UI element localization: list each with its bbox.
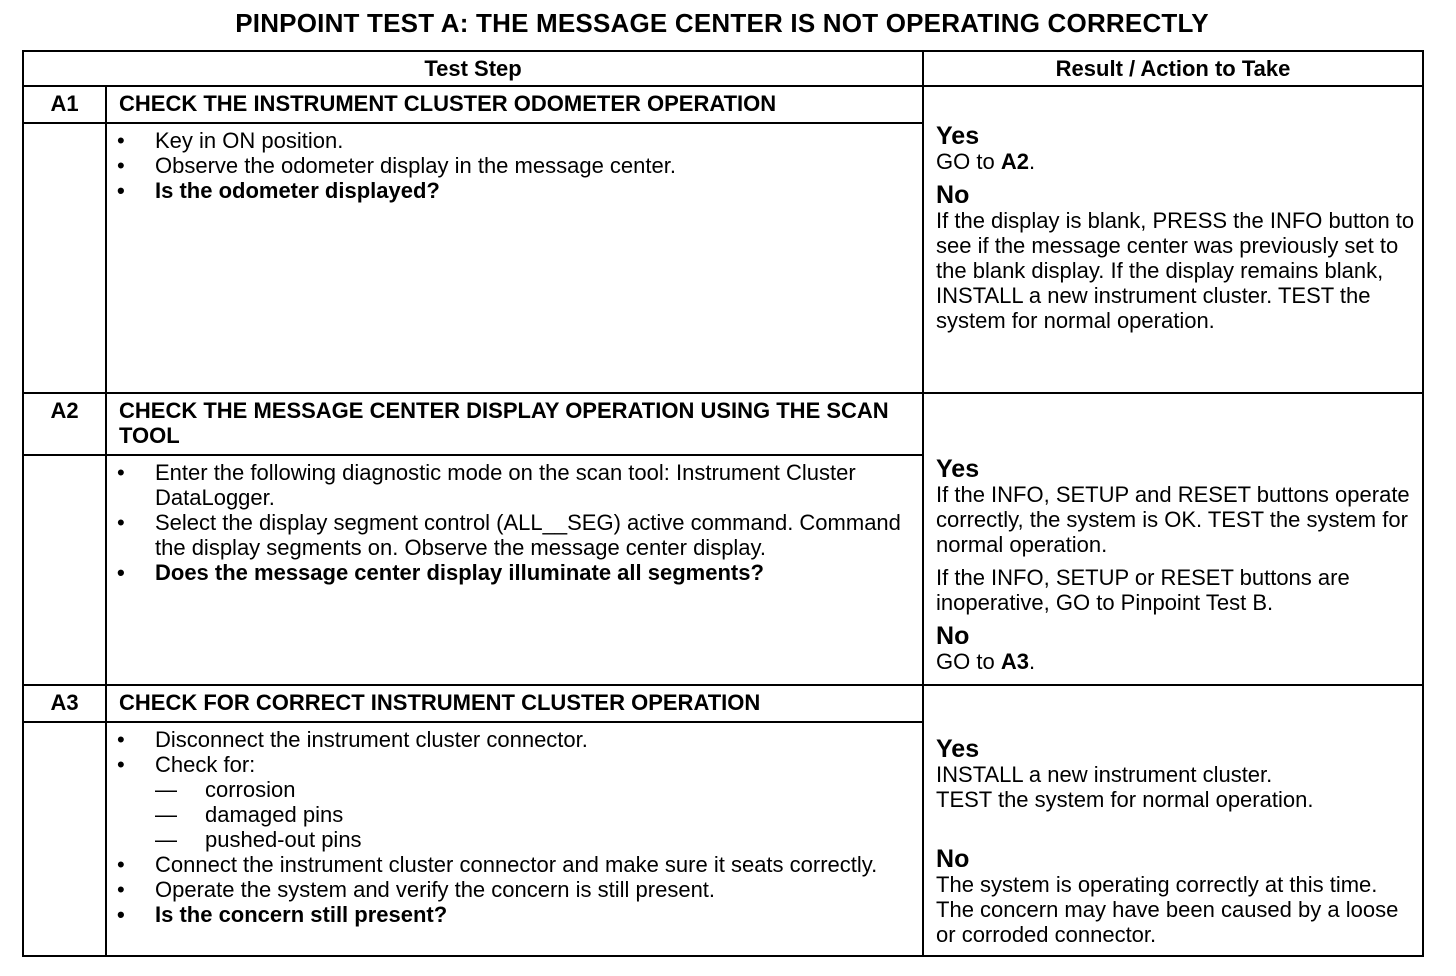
no-action: If the display is blank, PRESS the INFO button to see if the message center was previously set to the blank display. If the display remains blank, INSTALL a new instrument cluster. TEST the system for normal operation. (936, 208, 1415, 333)
step-a3-procedure (106, 722, 923, 956)
list-item: • Connect the instrument cluster connector and make sure it seats correctly. (117, 852, 878, 877)
step-a3-result (923, 685, 1423, 956)
sub-item: — corrosion (155, 777, 296, 802)
list-item: • Enter the following diagnostic mode on the scan tool: Instrument Cluster DataLogger. (117, 460, 856, 510)
no-action: The system is operating correctly at this time. The concern may have been caused by a loose or corroded connector. (936, 872, 1399, 947)
list-item: • Observe the odometer display in the message center. (117, 153, 676, 178)
step-heading: CHECK THE MESSAGE CENTER DISPLAY OPERATION USING THE SCAN TOOL (106, 393, 923, 455)
yes-action: INSTALL a new instrument cluster. (936, 762, 1273, 787)
step-question: • Does the message center display illuminate all segments? (117, 560, 764, 585)
sub-item: — pushed-out pins (155, 827, 362, 852)
yes-action-2: TEST the system for normal operation. (936, 787, 1314, 812)
yes-label: Yes (936, 735, 980, 763)
yes-action: GO to A2. (936, 149, 1036, 174)
step-a1-procedure (106, 123, 923, 393)
yes-label: Yes (936, 455, 980, 483)
step-a2-procedure (106, 455, 923, 685)
sub-item: — damaged pins (155, 802, 344, 827)
step-a3-heading-row (23, 685, 1423, 722)
step-question: • Is the odometer displayed? (117, 178, 440, 203)
yes-action-alt: If the INFO, SETUP or RESET buttons are inoperative, GO to Pinpoint Test B. (936, 565, 1350, 615)
step-id: A1 (23, 86, 106, 123)
no-action: GO to A3. (936, 649, 1036, 674)
yes-label: Yes (936, 122, 980, 150)
header-test-step: Test Step (23, 51, 923, 86)
step-a2-result (923, 393, 1423, 685)
list-item: • Disconnect the instrument cluster connector. (117, 727, 588, 752)
list-item: • Key in ON position. (117, 128, 344, 153)
list-item: • Operate the system and verify the concern is still present. (117, 877, 716, 902)
no-label: No (936, 181, 970, 209)
no-label: No (936, 622, 970, 650)
step-heading: CHECK THE INSTRUMENT CLUSTER ODOMETER OPERATION (106, 86, 923, 123)
page-title: PINPOINT TEST A: THE MESSAGE CENTER IS NOT OPERATING CORRECTLY (235, 8, 1209, 38)
step-a1-heading-row (23, 86, 1423, 123)
header-result: Result / Action to Take (923, 51, 1423, 86)
step-id: A3 (23, 685, 106, 722)
step-id: A2 (23, 393, 106, 455)
pinpoint-test-table (22, 50, 1424, 957)
step-question: • Is the concern still present? (117, 902, 448, 927)
step-a2-heading-row (23, 393, 1423, 455)
step-a1-result (923, 86, 1423, 393)
no-label: No (936, 845, 970, 873)
list-item: • Check for: — corrosion — damaged pins — pushed-out pins (107, 752, 902, 852)
list-item: • Select the display segment control (ALL__SEG) active command. Command the display segments on. Observe the message center display. (117, 510, 901, 560)
table-header-row (23, 51, 1423, 86)
step-heading: CHECK FOR CORRECT INSTRUMENT CLUSTER OPERATION (106, 685, 923, 722)
yes-action: If the INFO, SETUP and RESET buttons operate correctly, the system is OK. TEST the system for normal operation. (936, 482, 1410, 557)
